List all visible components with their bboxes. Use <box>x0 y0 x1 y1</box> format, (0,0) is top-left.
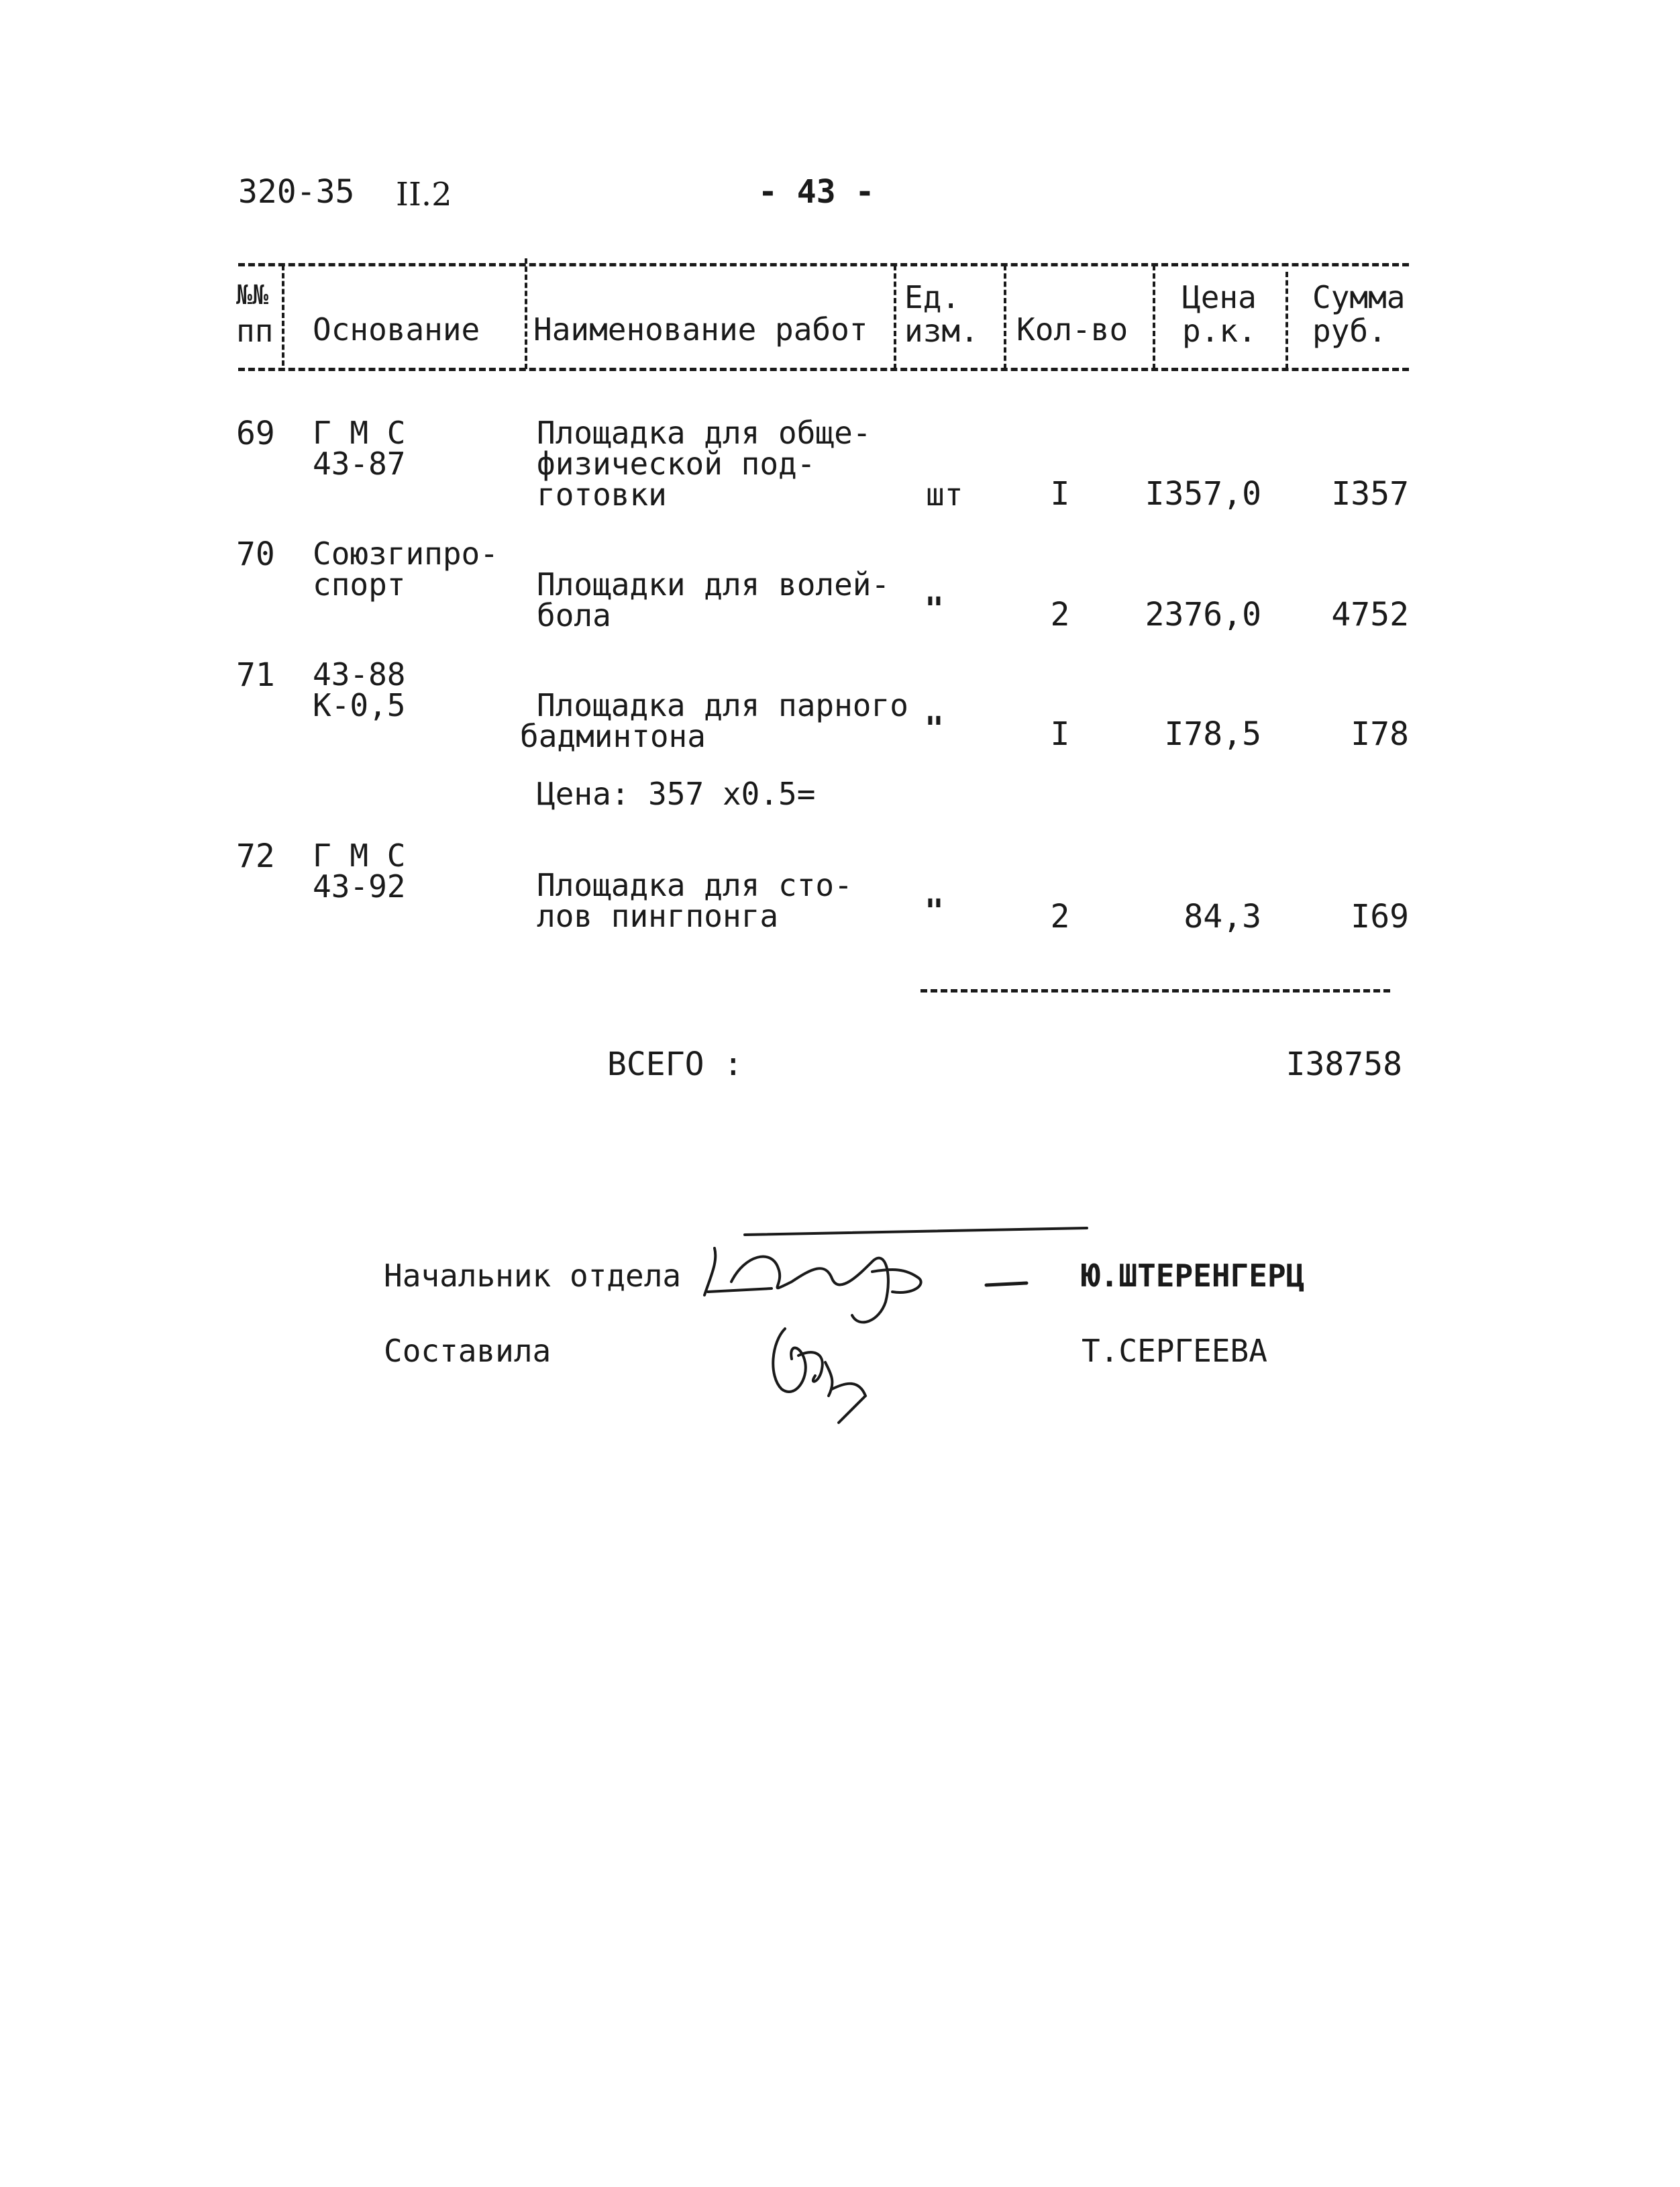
row-unit: шт <box>926 476 963 513</box>
row-name-line2: физической под- <box>537 446 816 482</box>
row-basis-line2: спорт <box>313 566 406 603</box>
row-basis-line1: Союзгипро- <box>313 536 498 572</box>
row-price: I78,5 <box>1164 715 1261 753</box>
doc-code: 320-35 <box>238 173 355 211</box>
row-basis-line1: Г М С <box>313 415 406 451</box>
row-qty: I <box>1050 475 1070 513</box>
row-name-line1: Площадка для парного <box>537 687 908 723</box>
row-unit: " <box>925 591 944 628</box>
col-sep-4 <box>1004 265 1006 369</box>
col-sep-2 <box>525 258 527 369</box>
signature-name-compiler: Т.СЕРГЕЕВА <box>1082 1333 1267 1369</box>
page-number: - 43 - <box>758 173 875 211</box>
col-basis-header: Основание <box>313 311 480 348</box>
total-rule <box>921 989 1390 993</box>
row-name-line2: бадминтона <box>520 718 706 754</box>
col-unit-line1: Ед. <box>904 279 961 315</box>
row-name-line2: лов пингпонга <box>537 898 779 934</box>
signature-name-head: Ю.ШТЕРЕНГЕРЦ <box>1082 1258 1305 1294</box>
row-sum: I357 <box>1331 475 1409 513</box>
col-price-line1: Цена <box>1182 279 1257 315</box>
row-no: 70 <box>236 536 275 573</box>
handwritten-signature-compiler <box>758 1315 892 1429</box>
row-no: 71 <box>236 656 275 694</box>
row-name-line1: Площадка для обще- <box>537 415 872 451</box>
row-basis-line2: 43-92 <box>313 868 406 905</box>
col-sum-line1: Сумма <box>1312 279 1406 315</box>
row-no: 69 <box>236 415 275 452</box>
row-name-line3: готовки <box>537 476 667 513</box>
row-unit: " <box>925 893 944 930</box>
col-sep-6 <box>1285 272 1288 369</box>
col-sep-5 <box>1153 265 1155 369</box>
total-label: ВСЕГО : <box>607 1046 743 1083</box>
col-no-line2: пп <box>236 313 274 349</box>
section-number: II.2 <box>396 176 452 213</box>
col-work-name-header: Наименование работ <box>533 311 868 348</box>
row-qty: 2 <box>1050 898 1070 935</box>
row-name-line1: Площадка для сто- <box>537 867 853 903</box>
col-no-line1: №№ <box>236 280 269 311</box>
row-name-line2: бола <box>537 597 611 633</box>
handwritten-signature-head <box>691 1221 1094 1423</box>
col-sum-line2: руб. <box>1312 313 1387 349</box>
row-basis-line2: К-0,5 <box>313 687 406 723</box>
col-sep-1 <box>282 265 284 366</box>
row-price: 2376,0 <box>1145 596 1261 633</box>
row-price-note: Цена: 357 х0.5= <box>537 776 816 812</box>
row-sum: 4752 <box>1331 596 1409 633</box>
col-sep-3 <box>894 265 896 369</box>
total-value: I38758 <box>1285 1046 1402 1083</box>
row-qty: 2 <box>1050 596 1070 633</box>
row-price: 84,3 <box>1184 898 1261 935</box>
row-basis-line1: 43-88 <box>313 656 406 693</box>
row-unit: " <box>925 710 944 748</box>
table-top-rule <box>238 263 1409 266</box>
row-sum: I78 <box>1351 715 1409 753</box>
col-price-line2: р.к. <box>1182 313 1257 349</box>
row-basis-line1: Г М С <box>313 837 406 874</box>
row-qty: I <box>1050 715 1070 753</box>
row-sum: I69 <box>1351 898 1409 935</box>
signature-role-compiler: Составила <box>384 1333 552 1369</box>
col-unit-line2: изм. <box>904 313 979 349</box>
row-name-line1: Площадки для волей- <box>537 566 890 603</box>
col-qty-header: Кол-во <box>1016 311 1128 348</box>
table-header-bottom-rule <box>238 368 1409 371</box>
signature-role-head: Начальник отдела <box>384 1258 682 1294</box>
row-no: 72 <box>236 837 275 875</box>
row-basis-line2: 43-87 <box>313 446 406 482</box>
row-price: I357,0 <box>1145 475 1261 513</box>
